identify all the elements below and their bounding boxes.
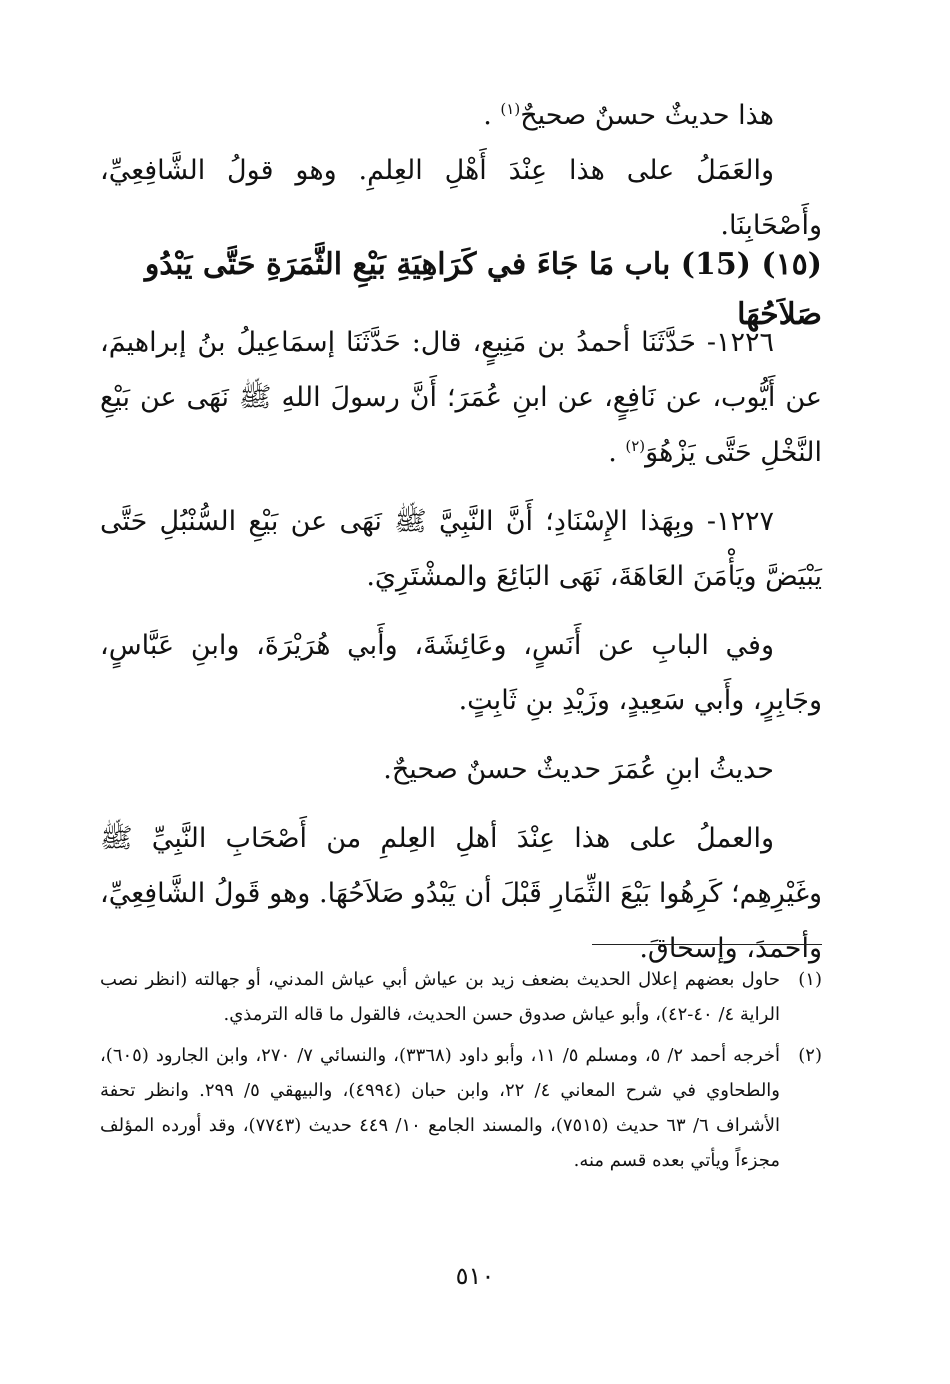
paragraph-text: ١٢٢٦- حَدَّثَنَا أحمدُ بن مَنِيعٍ، قال: حَدَّثَنَا إسمَاعِيلُ بنُ إبراهيمَ، عن أَيُّوب، عن نَافِعٍ، عن ابنِ عُمَرَ؛ أَنَّ رسولَ اللهِ ﷺ نَهَى عن بَيْعِ النَّخْلِ حَتَّى يَزْهُوَ — [100, 327, 822, 468]
paragraph-hadith-1227: ١٢٢٧- وبِهَذا الإِسْنَادِ؛ أَنَّ النَّبِيَّ ﷺ نَهَى عن بَيْعِ السُّنْبُلِ حَتَّى يَبْيَضَّ ويَأْمَنَ العَاهَةَ، نَهَى البَائِعَ والمشْتَرِيَ. — [100, 506, 822, 592]
paragraph-end: . — [483, 100, 501, 131]
paragraph-hadith-1226 — [100, 315, 822, 480]
footnote-2 — [100, 1038, 822, 1178]
footnote-ref-1: (١) — [500, 100, 521, 118]
paragraph-end: . — [608, 437, 626, 468]
footnote-ref-2: (٢) — [625, 437, 646, 455]
footnote-number: (٢) — [798, 1045, 822, 1066]
footnote-text: أخرجه أحمد ٢/ ٥، ومسلم ٥/ ١١، وأبو داود (٣٣٦٨)، والنسائي ٧/ ٢٧٠، وابن الجارود (٦٠٥)، والطحاوي في شرح المعاني ٤/ ٢٢، وابن حبان (٤٩٩٤)، والبيهقي ٥/ ٢٩٩. وانظر تحفة الأشراف ٦/ ٦٣ حديث (٧٥١٥)، والمسند الجامع ١٠/ ٤٤٩ حديث (٧٧٤٣)، وقد أورده المؤلف مجزءاً ويأتي بعده قسم منه. — [100, 1045, 780, 1171]
paragraph-text: هذا حديثٌ حسنٌ صحيحٌ — [520, 100, 774, 131]
paragraph-hadith-grade — [100, 88, 822, 143]
footnote-divider — [592, 944, 822, 945]
main-text-top — [100, 88, 822, 253]
chapter-heading: (١٥) (15) باب مَا جَاءَ في كَرَاهِيَةِ بَيْعِ الثَّمَرَةِ حَتَّى يَبْدُو صَلاَحُهَا — [144, 247, 822, 332]
footnote-text: حاول بعضهم إعلال الحديث بضعف زيد بن عياش أبي عياش المدني، أو جهالته (انظر نصب الراية ٤/ ٤٠-٤٢)، وأبو عياش صدوق حسن الحديث، فالقول ما قاله الترمذي. — [100, 969, 780, 1025]
main-text-body — [100, 315, 822, 976]
page-number: ٥١٠ — [455, 1262, 495, 1290]
footnotes — [100, 962, 822, 1184]
paragraph-practice-conclusion: والعملُ على هذا عِنْدَ أهلِ العِلمِ من أَصْحَابِ النَّبِيِّ ﷺ وغَيْرِهِم؛ كَرِهُوا بَيْعَ الثِّمَارِ قَبْلَ أن يَبْدُو صَلاَحُهَا. وهو قَولُ الشَّافِعِيِّ، وأحمدَ، وإسحاقَ. — [100, 823, 822, 964]
paragraph-ibn-umar-grade: حديثُ ابنِ عُمَرَ حديثٌ حسنٌ صحيحٌ. — [383, 754, 774, 785]
paragraph-chapter-narrators: وفي البابِ عن أَنَسٍ، وعَائِشَةَ، وأَبي هُرَيْرَةَ، وابنِ عَبَّاسٍ، وجَابِرٍ، وأَبي سَعِيدٍ، وزَيْدِ بنِ ثَابِتٍ. — [100, 630, 822, 716]
footnote-1 — [100, 962, 822, 1032]
footnote-number: (١) — [798, 969, 822, 990]
paragraph-scholars-practice: والعَمَلُ على هذا عِنْدَ أَهْلِ العِلمِ. وهو قولُ الشَّافِعِيِّ، وأَصْحَابِنَا. — [100, 155, 822, 241]
